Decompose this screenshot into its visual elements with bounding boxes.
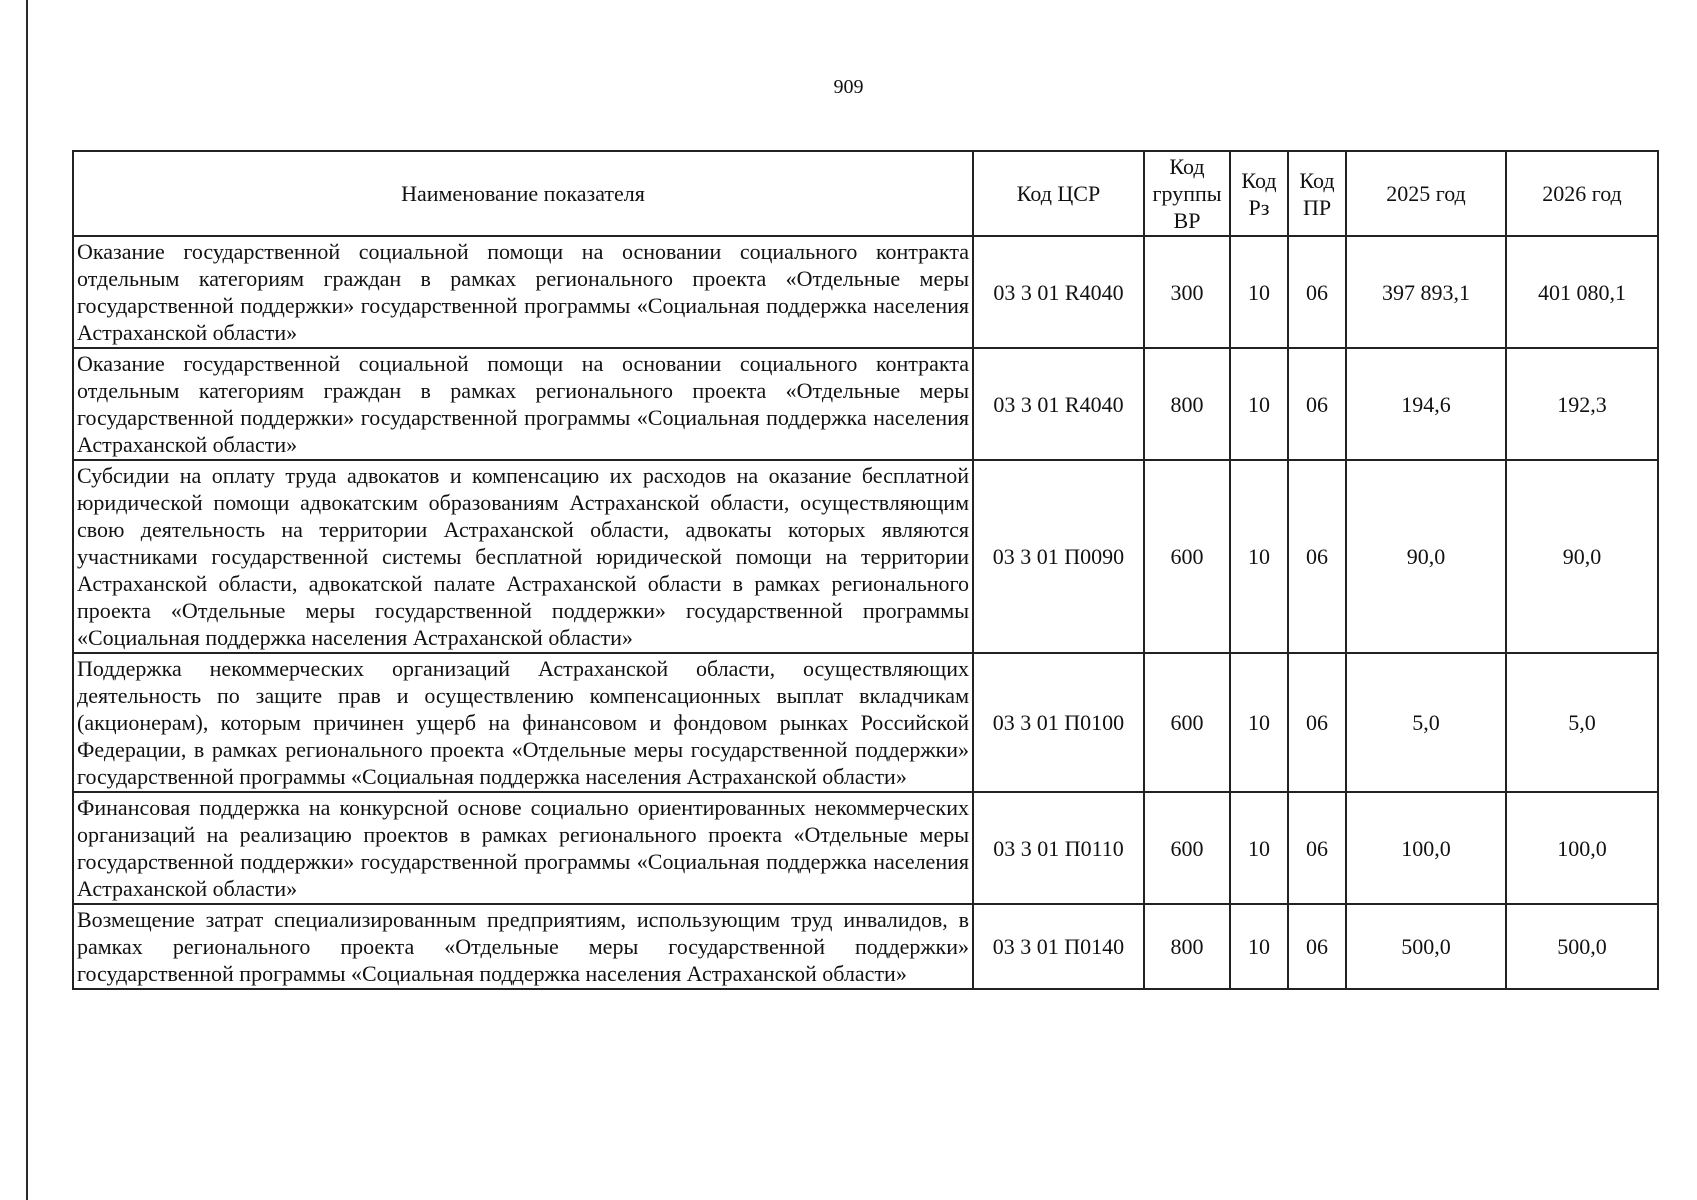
header-row: [73, 151, 1658, 236]
row-csr-code: 03 3 01 R4040: [973, 348, 1144, 460]
row-rz-code: 10: [1230, 236, 1288, 348]
row-amount-2026: 90,0: [1506, 460, 1658, 653]
row-amount-2026: 192,3: [1506, 348, 1658, 460]
table-row: [73, 460, 1658, 653]
row-name: Оказание государственной социальной помощи на основании социального контракта отдельным категориям граждан в рамках регионального проекта «Отдельные меры государственной поддержки» государственной программы «Социальная поддержка населения Астраханской области»: [73, 236, 973, 348]
row-amount-2025: 5,0: [1346, 653, 1506, 792]
row-amount-2025: 194,6: [1346, 348, 1506, 460]
row-rz-code: 10: [1230, 792, 1288, 904]
header-rz-code: Код Рз: [1230, 151, 1288, 236]
row-name: Субсидии на оплату труда адвокатов и компенсацию их расходов на оказание бесплатной юридической помощи адвокатским образованиям Астраханской области, осуществляющим свою деятельность на территории Астраханской области, адвокаты которых являются участниками государственной системы бесплатной юридической помощи на территории Астраханской области, адвокатской палате Астраханской области в рамках регионального проекта «Отдельные меры государственной поддержки» государственной программы «Социальная поддержка населения Астраханской области»: [73, 460, 973, 653]
row-rz-code: 10: [1230, 460, 1288, 653]
row-amount-2026: 401 080,1: [1506, 236, 1658, 348]
row-pr-code: 06: [1288, 904, 1346, 989]
header-vr-code: Код группы ВР: [1144, 151, 1230, 236]
row-rz-code: 10: [1230, 904, 1288, 989]
row-amount-2025: 500,0: [1346, 904, 1506, 989]
row-vr-code: 800: [1144, 348, 1230, 460]
table-row: [73, 348, 1658, 460]
scan-edge-line: [26, 0, 28, 1200]
row-pr-code: 06: [1288, 236, 1346, 348]
row-csr-code: 03 3 01 П0100: [973, 653, 1144, 792]
row-pr-code: 06: [1288, 653, 1346, 792]
header-name: Наименование показателя: [73, 151, 973, 236]
row-amount-2025: 90,0: [1346, 460, 1506, 653]
row-csr-code: 03 3 01 П0090: [973, 460, 1144, 653]
row-amount-2026: 500,0: [1506, 904, 1658, 989]
row-rz-code: 10: [1230, 348, 1288, 460]
table-header: [73, 151, 1658, 236]
row-amount-2025: 100,0: [1346, 792, 1506, 904]
row-rz-code: 10: [1230, 653, 1288, 792]
page-number: 909: [833, 76, 864, 98]
row-csr-code: 03 3 01 R4040: [973, 236, 1144, 348]
table-body: [73, 236, 1658, 989]
row-name: Финансовая поддержка на конкурсной основе социально ориентированных некоммерческих организаций на реализацию проектов в рамках регионального проекта «Отдельные меры государственной поддержки» государственной программы «Социальная поддержка населения Астраханской области»: [73, 792, 973, 904]
row-pr-code: 06: [1288, 348, 1346, 460]
row-vr-code: 600: [1144, 653, 1230, 792]
row-amount-2026: 100,0: [1506, 792, 1658, 904]
header-csr-code: Код ЦСР: [973, 151, 1144, 236]
row-amount-2025: 397 893,1: [1346, 236, 1506, 348]
budget-table: [72, 150, 1659, 990]
table-row: [73, 792, 1658, 904]
row-name: Возмещение затрат специализированным предприятиям, использующим труд инвалидов, в рамках регионального проекта «Отдельные меры государственной поддержки» государственной программы «Социальная поддержка населения Астраханской области»: [73, 904, 973, 989]
header-year-2026: 2026 год: [1506, 151, 1658, 236]
row-amount-2026: 5,0: [1506, 653, 1658, 792]
table-row: [73, 904, 1658, 989]
row-csr-code: 03 3 01 П0110: [973, 792, 1144, 904]
row-name: Оказание государственной социальной помощи на основании социального контракта отдельным категориям граждан в рамках регионального проекта «Отдельные меры государственной поддержки» государственной программы «Социальная поддержка населения Астраханской области»: [73, 348, 973, 460]
table-row: [73, 236, 1658, 348]
row-name: Поддержка некоммерческих организаций Астраханской области, осуществляющих деятельность по защите прав и осуществлению компенсационных выплат вкладчикам (акционерам), которым причинен ущерб на финансовом и фондовом рынках Российской Федерации, в рамках регионального проекта «Отдельные меры государственной поддержки» государственной программы «Социальная поддержка населения Астраханской области»: [73, 653, 973, 792]
row-csr-code: 03 3 01 П0140: [973, 904, 1144, 989]
row-pr-code: 06: [1288, 792, 1346, 904]
row-vr-code: 800: [1144, 904, 1230, 989]
header-year-2025: 2025 год: [1346, 151, 1506, 236]
row-pr-code: 06: [1288, 460, 1346, 653]
row-vr-code: 600: [1144, 792, 1230, 904]
header-pr-code: Код ПР: [1288, 151, 1346, 236]
table-row: [73, 653, 1658, 792]
row-vr-code: 300: [1144, 236, 1230, 348]
row-vr-code: 600: [1144, 460, 1230, 653]
